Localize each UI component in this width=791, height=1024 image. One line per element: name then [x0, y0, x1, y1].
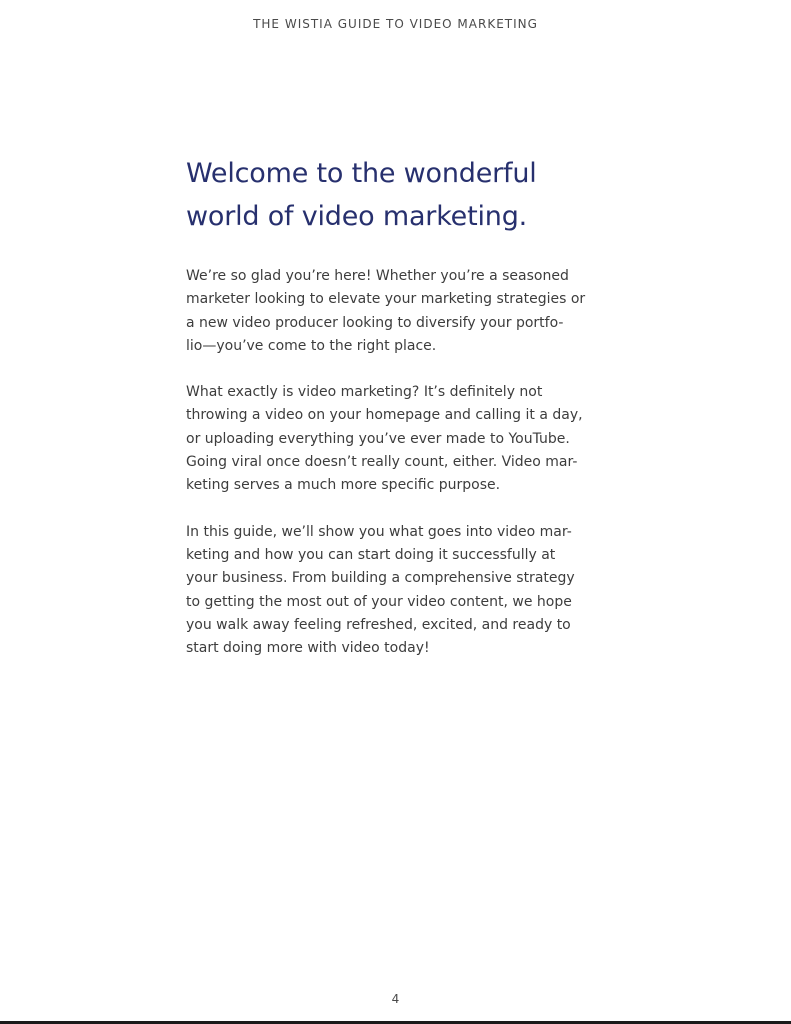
text-line: In this guide, we’ll show you what goes into video mar-: [186, 523, 572, 540]
guide-overview-paragraph: [186, 521, 606, 661]
text-line: keting serves a much more specific purpose.: [186, 477, 501, 494]
definition-paragraph: [186, 381, 606, 497]
title-line: world of video marketing.: [186, 201, 528, 232]
running-header: THE WISTIA GUIDE TO VIDEO MARKETING: [253, 17, 538, 31]
text-line: your business. From building a comprehensive strategy: [186, 570, 575, 587]
text-line: to getting the most out of your video content, we hope: [186, 593, 572, 610]
page-number: 4: [391, 992, 400, 1006]
intro-paragraph: [186, 265, 606, 358]
text-line: you walk away feeling refreshed, excited, and ready to: [186, 616, 571, 633]
text-line: What exactly is video marketing? It’s definitely not: [186, 384, 543, 401]
body-text: [186, 265, 606, 660]
text-line: Going viral once doesn’t really count, either. Video mar-: [186, 454, 578, 471]
text-line: start doing more with video today!: [186, 640, 430, 657]
text-line: lio—you’ve come to the right place.: [186, 337, 437, 354]
text-line: keting and how you can start doing it successfully at: [186, 546, 556, 563]
main-content: [186, 152, 606, 683]
text-line: We’re so glad you’re here! Whether you’re a seasoned: [186, 268, 569, 284]
page-title: [186, 152, 606, 238]
text-line: marketer looking to elevate your marketing strategies or: [186, 291, 586, 308]
text-line: a new video producer looking to diversify your portfo-: [186, 314, 564, 331]
title-line: Welcome to the wonderful: [186, 158, 537, 189]
text-line: or uploading everything you’ve ever made to YouTube.: [186, 430, 570, 447]
text-line: throwing a video on your homepage and calling it a day,: [186, 407, 583, 424]
